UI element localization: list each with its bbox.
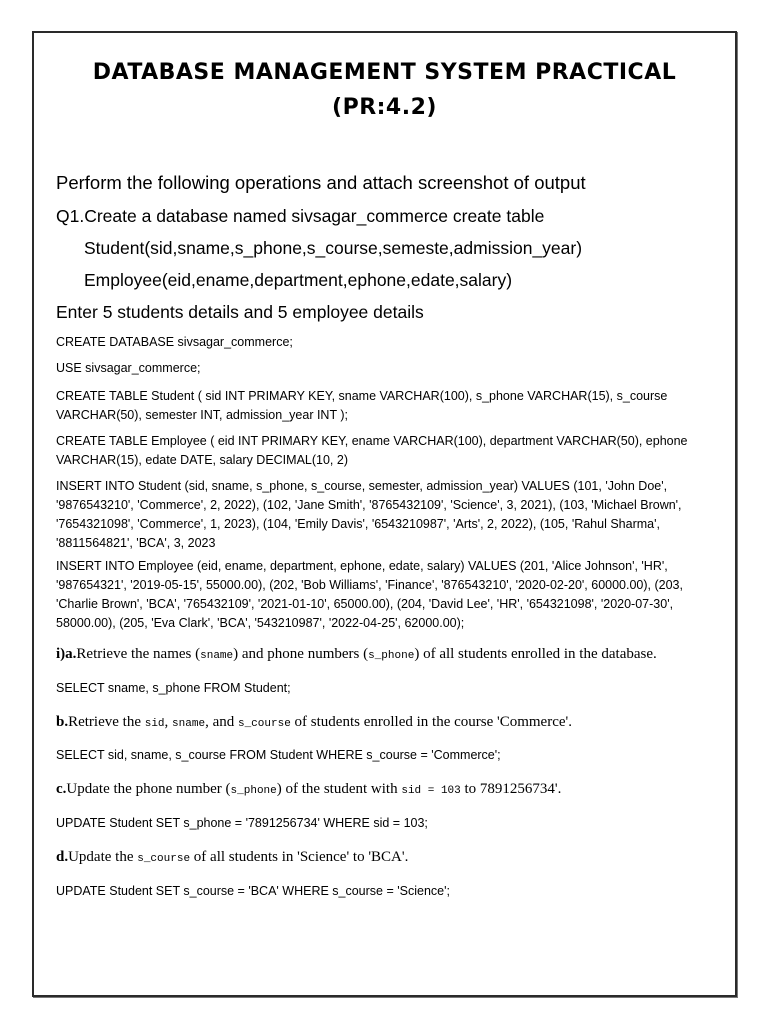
document-subtitle: (PR:4.2)	[332, 95, 437, 120]
question-d	[56, 849, 408, 866]
question-text: , and	[205, 714, 238, 730]
inline-code: s_course	[137, 853, 191, 865]
inline-code: s_phone	[230, 785, 277, 797]
inline-code: sid	[144, 718, 165, 730]
question-text: ) and phone numbers (	[233, 646, 369, 662]
question-text: Retrieve the	[68, 714, 145, 730]
sql-create-employee-table	[56, 432, 688, 470]
sql-create-student-table	[56, 387, 667, 425]
intro-text: Perform the following operations and attach screenshot of output	[56, 172, 586, 193]
question-text: Update the phone number (	[66, 781, 231, 797]
code-line: INSERT INTO Student (sid, sname, s_phone, s_course, semester, admission_year) VALUES (101, 'John Doe',	[56, 479, 668, 493]
enter-details-text: Enter 5 students details and 5 employee details	[56, 302, 424, 322]
sql-insert-students	[56, 477, 682, 553]
question-c	[56, 781, 561, 798]
question-text: ) of the student with	[276, 781, 402, 797]
code-line: VARCHAR(50), semester INT, admission_year INT );	[56, 408, 348, 422]
question-text: ,	[164, 714, 173, 730]
code-line: '7654321098', 'Commerce', 1, 2023), (104, 'Emily Davis', '6543210987', 'Arts', 2, 2022), (105, 'Rahul Sharma',	[56, 517, 660, 531]
employee-table-definition: Employee(eid,ename,department,ephone,edate,salary)	[84, 270, 513, 290]
code-line: '9876543210', 'Commerce', 2, 2022), (102, 'Jane Smith', '8765432109', 'Science', 3, 2021), (103, 'Michael Brown',	[56, 498, 682, 512]
answer-b: SELECT sid, sname, s_course FROM Student WHERE s_course = 'Commerce';	[56, 748, 501, 762]
code-line: CREATE TABLE Student ( sid INT PRIMARY KEY, sname VARCHAR(100), s_phone VARCHAR(15), s_course	[56, 389, 668, 403]
question-text: of students enrolled in the course 'Commerce'.	[290, 714, 572, 730]
question-label: c.	[56, 781, 67, 797]
code-line: '8811564821', 'BCA', 3, 2023	[56, 536, 216, 550]
answer-d: UPDATE Student SET s_course = 'BCA' WHERE s_course = 'Science';	[56, 884, 450, 898]
question-text: of all students in 'Science' to 'BCA'.	[190, 849, 409, 865]
inline-code: s_phone	[368, 650, 415, 662]
code-line: INSERT INTO Employee (eid, ename, department, ephone, edate, salary) VALUES (201, 'Alice Johnson', 'HR',	[56, 559, 668, 573]
answer-a: SELECT sname, s_phone FROM Student;	[56, 681, 291, 695]
question-b	[56, 714, 572, 731]
question-label: d.	[56, 849, 69, 865]
answer-c: UPDATE Student SET s_phone = '7891256734' WHERE sid = 103;	[56, 816, 428, 830]
inline-code: sname	[200, 650, 234, 662]
inline-code: sid = 103	[401, 785, 461, 797]
code-line: VARCHAR(15), edate DATE, salary DECIMAL(10, 2)	[56, 453, 348, 467]
inline-code: sname	[172, 718, 206, 730]
code-line: CREATE TABLE Employee ( eid INT PRIMARY KEY, ename VARCHAR(100), department VARCHAR(50), ephone	[56, 434, 688, 448]
code-line: 58000.00), (205, 'Eva Clark', 'BCA', '543210987', '2022-04-25', 62000.00);	[56, 616, 465, 630]
question-text: ) of all students enrolled in the database.	[414, 646, 657, 662]
question-text: Retrieve the names (	[76, 646, 201, 662]
question-label: b.	[56, 714, 69, 730]
inline-code: s_course	[237, 718, 291, 730]
code-line: 'Charlie Brown', 'BCA', '765432109', '2021-01-10', 65000.00), (204, 'David Lee', 'HR', '654321098', '2020-07-30',	[56, 597, 674, 611]
document-title: DATABASE MANAGEMENT SYSTEM PRACTICAL	[92, 60, 677, 85]
question-text: Update the	[68, 849, 138, 865]
sql-create-database: CREATE DATABASE sivsagar_commerce;	[56, 335, 293, 349]
q1-heading: Q1.Create a database named sivsagar_commerce create table	[56, 206, 545, 226]
code-line: '987654321', '2019-05-15', 55000.00), (202, 'Bob Williams', 'Finance', '876543210', '2020-02-20', 60000.00), (203,	[56, 578, 683, 592]
sql-use-database: USE sivsagar_commerce;	[56, 361, 201, 375]
student-table-definition: Student(sid,sname,s_phone,s_course,semeste,admission_year)	[84, 238, 583, 258]
question-text: to 7891256734'.	[460, 781, 562, 797]
question-a	[56, 646, 657, 663]
question-label: i)a.	[56, 646, 77, 662]
sql-insert-employees	[56, 557, 683, 633]
